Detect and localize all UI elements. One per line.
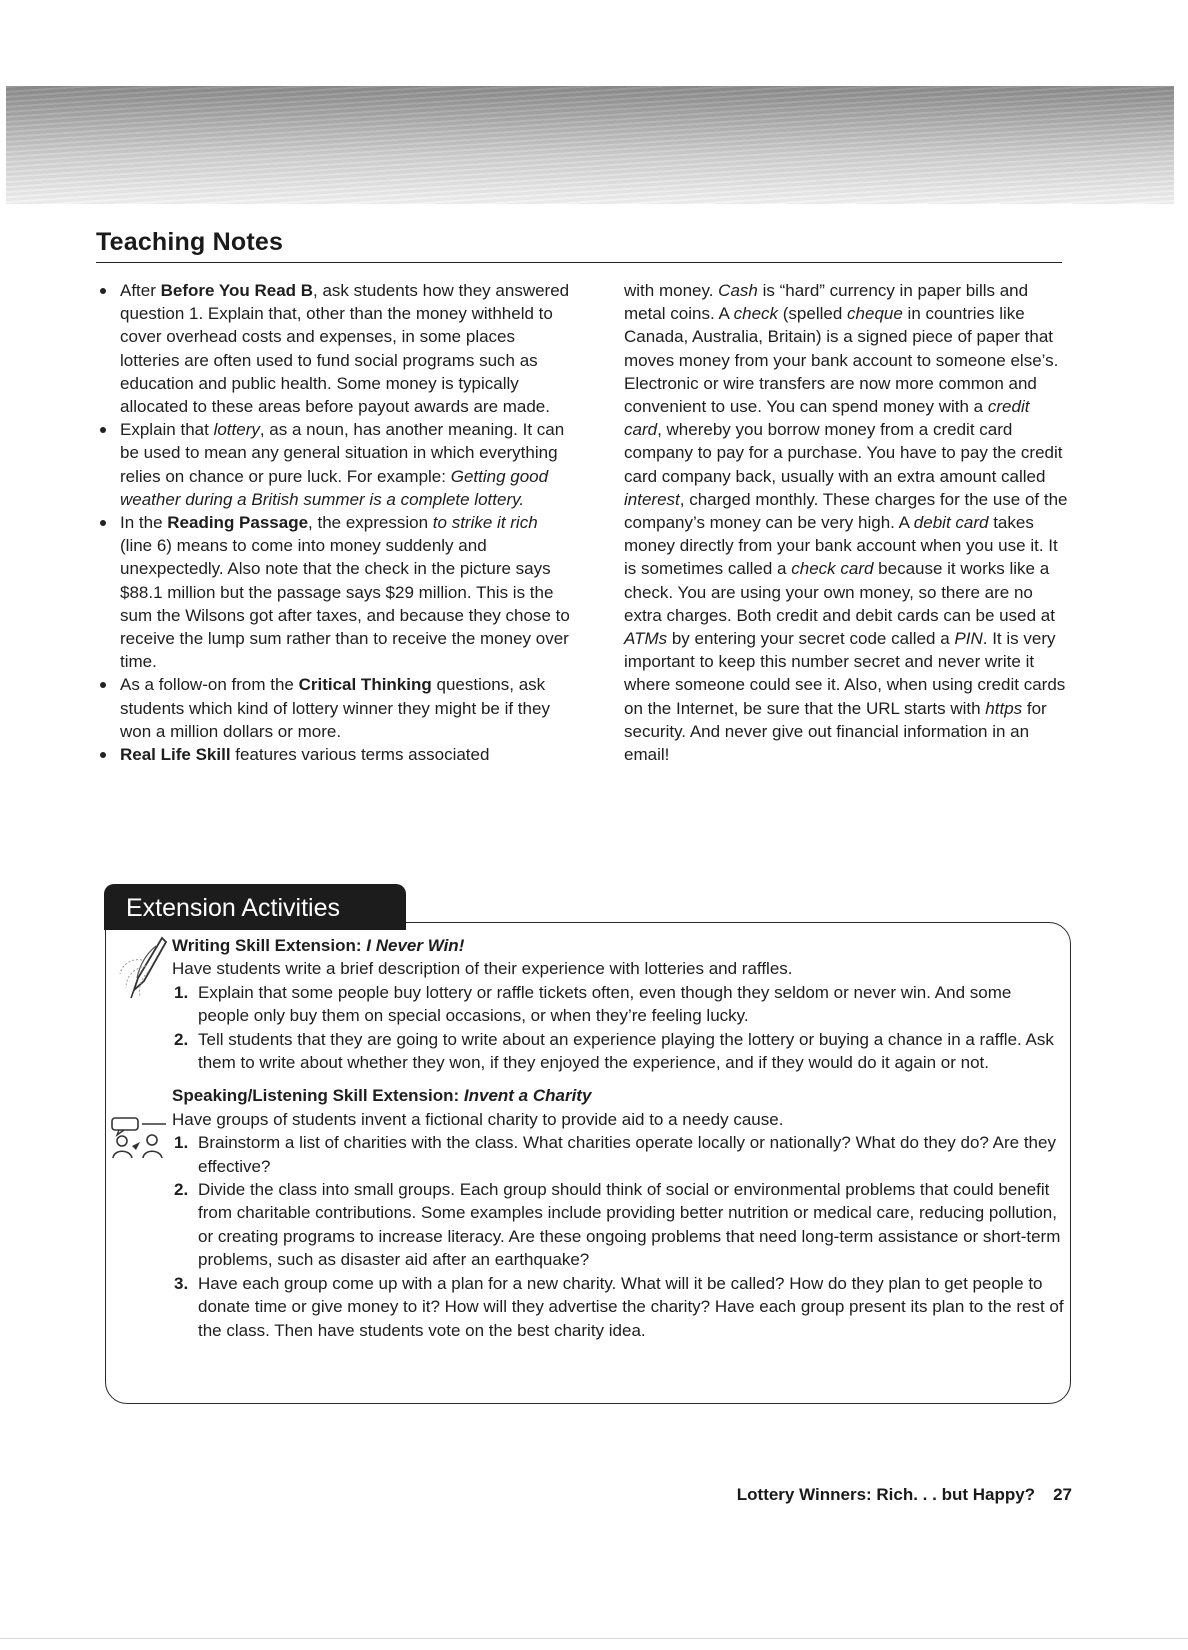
footer-chapter-title: Lottery Winners: Rich. . . but Happy?	[736, 1485, 1036, 1504]
text-run: (spelled	[778, 304, 848, 324]
italic-term: check	[733, 304, 779, 324]
step-number: 3.	[174, 1273, 189, 1293]
text-run: takes money directly from your bank account when you use it. It is sometimes called a	[624, 513, 1058, 579]
bold-term: Real Life Skill	[120, 745, 231, 765]
text-run: , as a noun, has another meaning. It can be used to mean any general situation in which everything relies on chance or pure luck. For example:	[120, 420, 565, 486]
text-run: , ask students how they answered question 1. Explain that, other than the money withheld to cover overhead costs and expenses, in some places lotteries are often used to fund social programs such as education and public health. Some money is typically allocated to these areas before payout awards are made.	[120, 281, 570, 417]
title-divider	[96, 262, 1062, 263]
text-run: with money.	[624, 281, 719, 300]
text-run: . It is very important to keep this number secret and never write it where someone could see it. Also, when using credit cards on the Internet, be sure that the URL starts with	[624, 629, 1066, 718]
italic-term: check card	[791, 559, 874, 579]
bold-term: Critical Thinking	[298, 675, 432, 695]
activity-heading	[172, 934, 1064, 957]
italic-term: Getting good weather during a British summer is a complete lottery.	[120, 466, 549, 509]
activity-step	[172, 1028, 1064, 1075]
step-text: Brainstorm a list of charities with the class. What charities operate locally or nationally? What do they do? Are they effective?	[198, 1133, 1056, 1176]
notes-bullet-item	[96, 673, 570, 743]
activity-label: Writing Skill Extension:	[172, 936, 367, 955]
activity-heading	[172, 1084, 1064, 1107]
italic-term: to strike it rich	[432, 513, 538, 533]
step-text: Have each group come up with a plan for a new charity. What will it be called? How do they plan to get people to donate time or give money to it? How will they advertise the charity? Have each group present its plan to the rest of the class. Then have students vote on the best charity idea.	[198, 1273, 1064, 1340]
activity-step	[172, 981, 1064, 1028]
activity-subtitle: I Never Win!	[366, 936, 465, 955]
italic-term: debit card	[913, 513, 989, 533]
text-run: , charged monthly. These charges for the use of the company’s money can be very high. A	[624, 489, 1068, 533]
step-number: 1.	[174, 982, 189, 1002]
activity-step	[172, 1272, 1064, 1342]
step-text: Explain that some people buy lottery or raffle tickets often, even though they seldom or never win. And some people only buy them on special occasions, or when they’re feeling lucky.	[198, 982, 1012, 1026]
text-run: After	[120, 281, 161, 300]
text-run: because it works like a check. You are using your own money, so there are no extra charges. Both credit and debit cards can be used at	[624, 559, 1055, 625]
italic-term: lottery	[213, 420, 260, 440]
activity-steps	[172, 981, 1064, 1075]
notes-bullet-item	[96, 511, 570, 673]
notes-right-column	[624, 279, 1068, 766]
activity-description: Have groups of students invent a fictional charity to provide aid to a needy cause.	[172, 1109, 784, 1129]
text-run: in countries like Canada, Australia, Britain) is a signed piece of paper that moves money from your bank account to someone else’s. Electronic or wire transfers are now more common and convenient to use. You can spend money with a	[624, 304, 1059, 417]
notes-bullet-item	[96, 743, 570, 766]
page-title: Teaching Notes	[96, 228, 284, 256]
activity-description: Have students write a brief description of their experience with lotteries and raffles.	[172, 959, 793, 979]
notes-bullet-list	[96, 279, 570, 766]
notes-continuation-paragraph	[624, 279, 1068, 766]
page-footer	[737, 1485, 1072, 1505]
italic-term: cheque	[847, 304, 903, 324]
activity-steps	[172, 1131, 1064, 1342]
italic-term: interest	[624, 489, 680, 509]
text-run: As a follow-on from the	[120, 675, 299, 695]
page-number: 27	[1053, 1485, 1072, 1504]
text-run: (line 6) means to come into money suddenly and unexpectedly. Also note that the check in the picture says $88.1 million but the passage says $29 million. This is the sum the Wilsons got after taxes, and because they chose to receive the lump sum rather than to receive the money over time.	[120, 536, 570, 672]
italic-term: https	[985, 698, 1023, 718]
extension-activities-title: Extension Activities	[104, 884, 406, 930]
text-run: questions, ask students which kind of lottery winner they might be if they won a million dollars or more.	[120, 675, 550, 741]
text-run: features various terms associated	[230, 745, 490, 765]
text-run: , whereby you borrow money from a credit card company to pay for a purchase. You have to pay the credit card company back, usually with an extra amount called	[624, 420, 1063, 486]
extension-activities-content	[172, 934, 1064, 1342]
text-run: for security. And never give out financial information in an email!	[624, 698, 1047, 765]
bold-term: Reading Passage	[167, 513, 309, 533]
activity-step	[172, 1178, 1064, 1272]
italic-term: credit card	[624, 397, 1030, 440]
italic-term: Cash	[718, 281, 758, 300]
notes-bullet-item	[96, 279, 570, 418]
step-number: 1.	[174, 1133, 189, 1153]
scan-edge-line	[0, 1638, 1188, 1639]
pen-nib-icon	[112, 934, 168, 1002]
activity-spacer	[172, 1074, 1064, 1084]
notes-bullet-item	[96, 418, 570, 511]
activity-label: Speaking/Listening Skill Extension:	[172, 1086, 464, 1106]
italic-term: PIN	[954, 629, 983, 649]
header-banner	[6, 86, 1174, 204]
speaking-listening-icon	[110, 1116, 168, 1160]
italic-term: ATMs	[624, 629, 668, 649]
text-run: , the expression	[308, 513, 433, 533]
step-number: 2.	[174, 1029, 189, 1049]
text-run: by entering your secret code called a	[667, 629, 955, 649]
notes-left-column	[96, 279, 570, 766]
text-run: Explain that	[120, 420, 214, 440]
activity-step	[172, 1131, 1064, 1178]
activity-subtitle: Invent a Charity	[463, 1086, 592, 1106]
step-text: Divide the class into small groups. Each group should think of social or environmental problems that could benefit from charitable contributions. Some examples include providing better nutrition or medical care, reducing pollution, or creating programs to increase literacy. Are these ongoing problems that need long-term assistance or short-term problems, such as disaster aid after an earthquake?	[198, 1180, 1061, 1270]
step-number: 2.	[174, 1180, 189, 1200]
step-text: Tell students that they are going to write about an experience playing the lottery or buying a chance in a raffle. Ask them to write about whether they won, if they enjoyed the experience, and if they would do it again or not.	[198, 1029, 1054, 1073]
text-run: In the	[120, 513, 168, 533]
text-run: is “hard” currency in paper bills and metal coins. A	[624, 281, 1029, 324]
bold-term: Before You Read B	[160, 281, 314, 300]
